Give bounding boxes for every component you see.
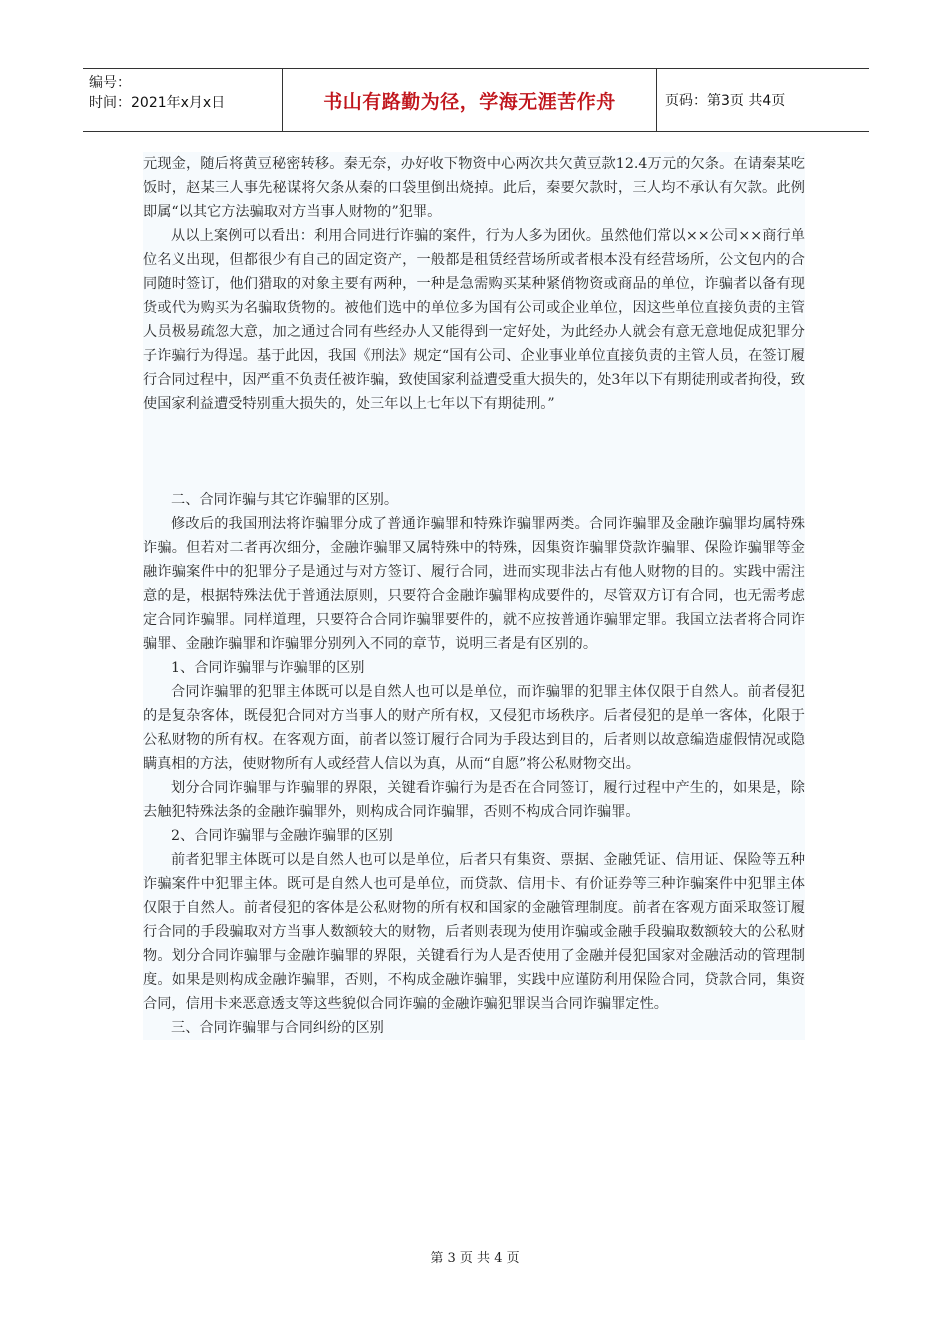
- subsection-heading-1: 1、合同诈骗罪与诈骗罪的区别: [171, 660, 365, 676]
- header-page-info: 页码：第3页 共4页: [665, 93, 786, 109]
- subsection-heading-2: 2、合同诈骗罪与金融诈骗罪的区别: [171, 828, 393, 844]
- page-footer: 第 3 页 共 4 页: [430, 1251, 520, 1266]
- section-heading-2: 二、合同诈骗与其它诈骗罪的区别。: [171, 492, 399, 508]
- document-body: [143, 152, 805, 1040]
- document-date: 时间：2021年x月x日: [89, 95, 226, 111]
- paragraph-case-analysis: 从以上案例可以看出：利用合同进行诈骗的案件，行为人多为团伙。虽然他们常以××公司××商行单位名义出现，但都很少有自己的固定资产，一般都是租赁经营场所或者根本没有经营场所，公文包内的合同随时签订，他们猎取的对象主要有两种，一种是急需购买某种紧俏物资或商品的单位，诈骗者以备有现货或代为购买为名骗取货物的。被他们选中的单位多为国有公司或企业单位，因这些单位直接负责的主管人员极易疏忽大意，加之通过合同有些经办人又能得到一定好处，为此经办人就会有意无意地促成犯罪分子诈骗行为得逞。基于此因，我国《刑法》规定“国有公司、企业事业单位直接负责的主管人员，在签订履行合同过程中，因严重不负责任被诈骗，致使国家利益遭受重大损失的，处3年以下有期徒刑或者拘役，致使国家利益遭受特别重大损失的，处三年以上七年以下有期徒刑。”: [143, 228, 805, 412]
- paragraph-fraud-classification: 修改后的我国刑法将诈骗罪分成了普通诈骗罪和特殊诈骗罪两类。合同诈骗罪及金融诈骗罪均属特殊诈骗。但若对二者再次细分，金融诈骗罪又属特殊中的特殊，因集资诈骗罪贷款诈骗罪、保险诈骗罪等金融诈骗案件中的犯罪分子是通过与对方签订、履行合同，进而实现非法占有他人财物的目的。实践中需注意的是，根据特殊法优于普通法原则，只要符合金融诈骗罪构成要件的，尽管双方订有合同，也无需考虑定合同诈骗罪。同样道理，只要符合合同诈骗罪要件的，就不应按普通诈骗罪定罪。我国立法者将合同诈骗罪、金融诈骗罪和诈骗罪分别列入不同的章节，说明三者是有区别的。: [143, 516, 805, 652]
- document-number-label: 编号：: [89, 75, 131, 91]
- header-meta: [83, 69, 283, 131]
- paragraph-contract-vs-fraud: 合同诈骗罪的犯罪主体既可以是自然人也可以是单位，而诈骗罪的犯罪主体仅限于自然人。前者侵犯的是复杂客体，既侵犯合同对方当事人的财产所有权，又侵犯市场秩序。后者侵犯的是单一客体，化限于公私财物的所有权。在客观方面，前者以签订履行合同为手段达到目的，后者则以故意编造虚假情况或隐瞒真相的方法，使财物所有人或经营人信以为真，从而“自愿”将公私财物交出。: [143, 684, 805, 772]
- section-heading-3: 三、合同诈骗罪与合同纠纷的区别: [171, 1020, 384, 1036]
- paragraph-gap: [143, 416, 805, 488]
- page-header: [83, 68, 869, 132]
- paragraph-contract-vs-financial: 前者犯罪主体既可以是自然人也可以是单位，后者只有集资、票据、金融凭证、信用证、保险等五种诈骗案件中犯罪主体。既可是自然人也可是单位，而贷款、信用卡、有价证券等三种诈骗案件中犯罪主体仅限于自然人。前者侵犯的客体是公私财物的所有权和国家的金融管理制度。前者在客观方面采取签订履行合同的手段骗取对方当事人数额较大的财物，后者则表现为使用诈骗或金融手段骗取数额较大的公私财物。划分合同诈骗罪与金融诈骗罪的界限，关键看行为人是否使用了金融并侵犯国家对金融活动的管理制度。如果是则构成金融诈骗罪，否则，不构成金融诈骗罪，实践中应谨防利用保险合同，贷款合同，集资合同，信用卡来恶意透支等这些貌似合同诈骗的金融诈骗犯罪误当合同诈骗罪定性。: [143, 852, 805, 1012]
- paragraph-boundary: 划分合同诈骗罪与诈骗罪的界限，关键看诈骗行为是否在合同签订，履行过程中产生的，如果是，除去触犯特殊法条的金融诈骗罪外，则构成合同诈骗罪，否则不构成合同诈骗罪。: [143, 780, 805, 820]
- paragraph-case-end: 元现金，随后将黄豆秘密转移。秦无奈，办好收下物资中心两次共欠黄豆款12.4万元的欠条。在请秦某吃饭时，赵某三人事先秘谋将欠条从秦的口袋里倒出烧掉。此后，秦要欠款时，三人均不承认有欠款。此例即属“以其它方法骗取对方当事人财物的”犯罪。: [143, 156, 805, 220]
- header-motto: 书山有路勤为径，学海无涯苦作舟: [283, 69, 657, 131]
